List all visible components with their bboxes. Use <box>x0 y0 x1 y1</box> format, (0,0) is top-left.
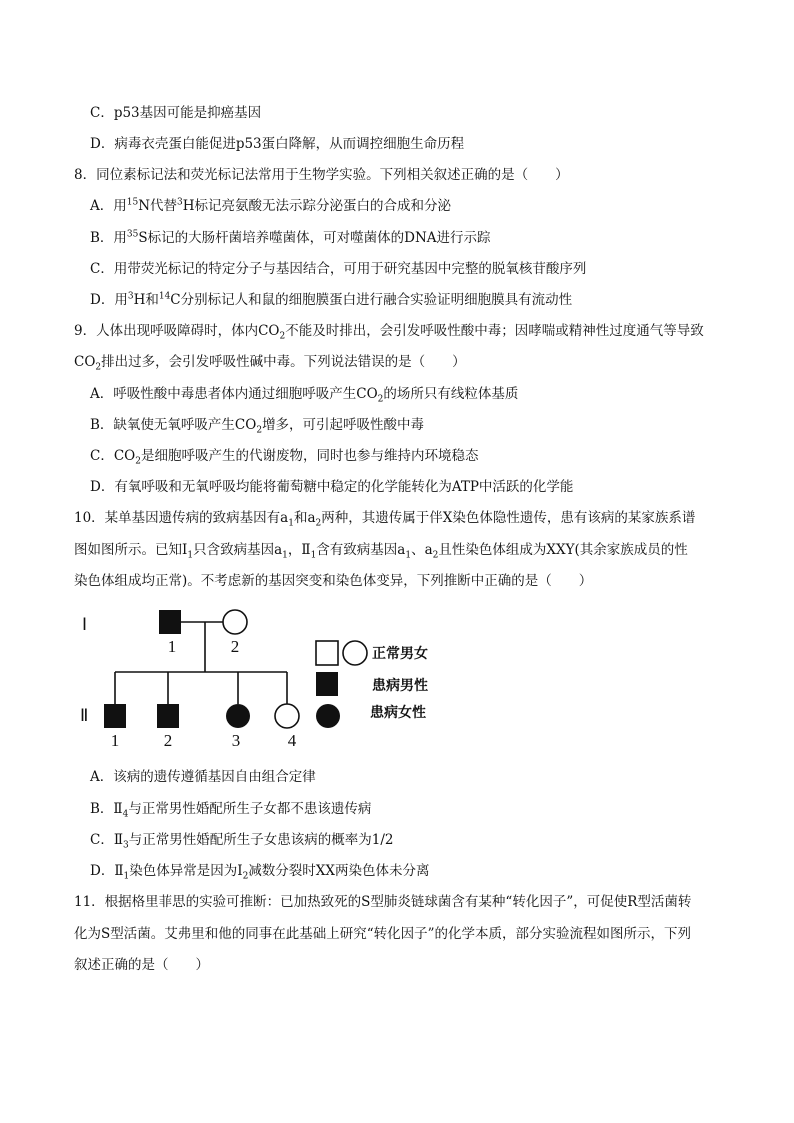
legend-affected-female-label: 患病女性 <box>370 705 426 721</box>
q9-stem-line1: 9．人体出现呼吸障碍时，体内$CO_2$不能及时排出，会引发呼吸性酸中毒；因哮喘或精神性过度通气等导致 <box>74 323 704 342</box>
q10-option-b: B．$Ⅱ_4$与正常男性婚配所生子女都不患该遗传病 <box>90 801 372 820</box>
ii2-number: 2 <box>163 731 173 750</box>
q11-stem-line2: 化为S型活菌。艾弗里和他的同事在此基础上研究“转化因子”的化学本质，部分实验流程如图所示，下列 <box>74 926 692 942</box>
q7-option-c: C．p53基因可能是抑癌基因 <box>90 105 262 121</box>
q9-stem-line2: $CO_2$排出过多，会引发呼吸性碱中毒。下列说法错误的是（ ） <box>74 354 466 373</box>
q8-option-d: D．用$^3$H和$^{14}$C分别标记人和鼠的细胞膜蛋白进行融合实验证明细胞膜具有流动性 <box>90 291 573 308</box>
q8-option-b: B．用$^{35}$S标记的大肠杆菌培养噬菌体，可对噬菌体的DNA进行示踪 <box>90 229 491 246</box>
q8-option-a: A．用$^{15}$N代替$^3$H标记亮氨酸无法示踪分泌蛋白的合成和分泌 <box>90 197 452 214</box>
ii1-number: 1 <box>110 731 120 750</box>
q9-option-c: C．$CO_2$是细胞呼吸产生的代谢废物，同时也参与维持内环境稳态 <box>90 448 479 467</box>
i2-normal-female <box>223 610 247 634</box>
ii3-affected-female <box>226 704 250 728</box>
q10-stem-line3: 染色体组成均正常)。不考虑新的基因突变和染色体变异，下列推断中正确的是（ ） <box>74 573 593 589</box>
i1-affected-male <box>159 610 181 634</box>
q9-option-b: B．缺氧使无氧呼吸产生$CO_2$增多，可引起呼吸性酸中毒 <box>90 417 425 436</box>
legend-affected-female-symbol <box>316 704 340 728</box>
q9-option-a: A．呼吸性酸中毒患者体内通过细胞呼吸产生$CO_2$的场所只有线粒体基质 <box>90 386 519 405</box>
q10-option-d: D．$Ⅱ_1$染色体异常是因为$Ⅰ_2$减数分裂时XX两染色体未分离 <box>90 863 430 882</box>
i2-number: 2 <box>230 637 240 656</box>
q8-stem: 8．同位素标记法和荧光标记法常用于生物学实验。下列相关叙述正确的是（ ） <box>74 167 569 183</box>
legend-affected-male-symbol <box>316 672 338 696</box>
ii1-affected-male <box>104 704 126 728</box>
legend-normal-label: 正常男女 <box>372 646 428 662</box>
legend-normal-male-symbol <box>316 641 338 665</box>
q11-stem-line3: 叙述正确的是（ ） <box>74 957 209 973</box>
legend-affected-male-label: 患病男性 <box>372 678 428 694</box>
q7-option-d: D．病毒衣壳蛋白能促进p53蛋白降解，从而调控细胞生命历程 <box>90 136 465 152</box>
q10-stem-line1: 10．某单基因遗传病的致病基因有$a_1$和$a_2$两种，其遗传属于伴X染色体隐性遗传，患有该病的某家族系谱 <box>74 510 696 529</box>
generation-label-i: Ⅰ <box>82 615 88 634</box>
ii4-normal-female <box>275 704 299 728</box>
pedigree-chart <box>70 600 470 750</box>
q10-option-a: A．该病的遗传遵循基因自由组合定律 <box>90 769 316 785</box>
generation-label-ii: Ⅱ <box>80 706 89 725</box>
q10-stem-line2: 图如图所示。已知$Ⅰ_1$只含致病基因$a_1$，$Ⅱ_1$含有致病基因$a_1$、$a_2$且性染色体组成为XXY(其余家族成员的性 <box>74 542 688 561</box>
ii4-number: 4 <box>287 731 297 750</box>
q9-option-d: D．有氧呼吸和无氧呼吸均能将葡萄糖中稳定的化学能转化为ATP中活跃的化学能 <box>90 479 574 495</box>
q11-stem-line1: 11．根据格里菲思的实验可推断：已加热致死的S型肺炎链球菌含有某种“转化因子”，可促使R型活菌转 <box>74 894 692 910</box>
ii3-number: 3 <box>231 731 241 750</box>
legend-normal-female-symbol <box>343 641 367 665</box>
ii2-affected-male <box>157 704 179 728</box>
i1-number: 1 <box>167 637 177 656</box>
q8-option-c: C．用带荧光标记的特定分子与基因结合，可用于研究基因中完整的脱氧核苷酸序列 <box>90 261 587 277</box>
q10-option-c: C．$Ⅱ_3$与正常男性婚配所生子女患该病的概率为1/2 <box>90 832 394 851</box>
